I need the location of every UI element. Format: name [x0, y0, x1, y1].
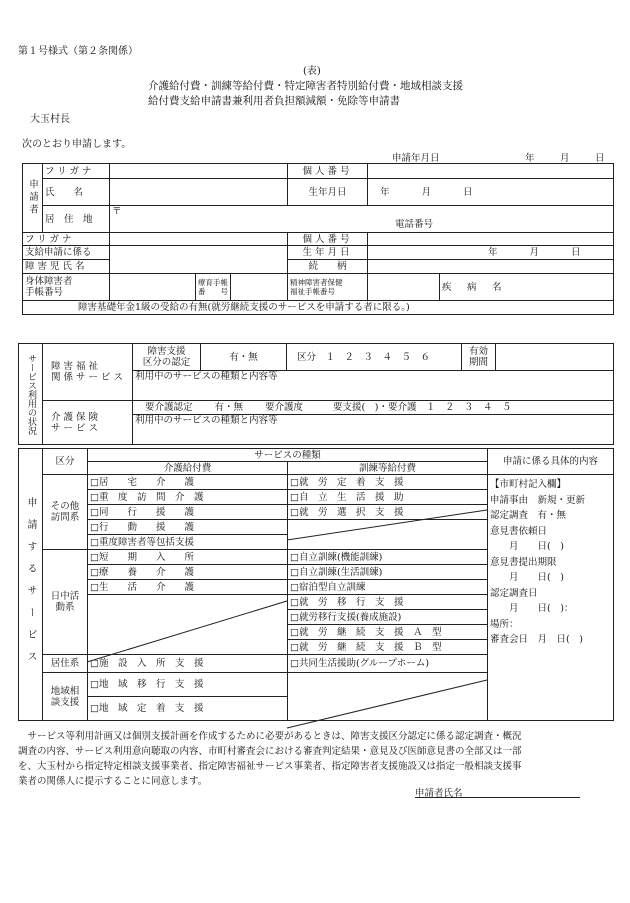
day-care-item[interactable]: □生 活 介 護 — [88, 580, 288, 595]
kubun-header: 区分 — [43, 449, 88, 475]
day-training-item[interactable]: □自立訓練(生活訓練) — [288, 565, 488, 580]
care-in-use[interactable]: 利用中のサービスの種類と内容等 — [133, 415, 614, 445]
day-empty-diagonal — [87, 601, 287, 662]
day-training-item[interactable]: □宿泊型自立訓練 — [288, 580, 488, 595]
community-empty-diagonal — [287, 680, 487, 728]
consent-paragraph — [18, 729, 522, 789]
relation-label: 続 柄 — [288, 260, 368, 274]
service-types-header: サービスの種類 — [88, 449, 488, 462]
office-use-line: 場所： — [490, 618, 519, 630]
child-birth-label: 生年月日 — [288, 246, 368, 260]
child-label-1: 支給申請に係る — [23, 246, 110, 260]
valid-line1: 有効 — [468, 346, 488, 357]
visit-care-item[interactable]: □居 宅 介 護 — [88, 475, 288, 490]
postal-mark: 〒 — [112, 206, 122, 217]
address-label: 居 住 地 — [43, 206, 110, 233]
birth-label: 生年月日 — [288, 179, 368, 206]
consent-line: を、大玉村から指定特定相談支援事業者、指定障害福祉サービス事業者、指定障害者支援施設又は指定一般相談支援事 — [18, 761, 522, 772]
day-training-item[interactable]: □就 労 継 続 支 援 Ｂ 型 — [288, 640, 488, 655]
visit-care-item[interactable]: □行 動 援 護 — [88, 520, 288, 535]
care-cert-label: 要介護認定 — [145, 402, 193, 413]
side-label: (表) — [303, 66, 321, 77]
child-personal-no-label: 個人番号 — [288, 233, 368, 246]
child-birth-year: 年 — [488, 247, 498, 258]
office-use-line: 認定調査 有・無 — [490, 510, 567, 521]
office-use-line: 月 日( ) — [490, 541, 564, 552]
care-line2: サービス — [51, 422, 102, 434]
form-title-line2: 給付費支給申請書兼利用者負担額減額・免除等申請書 — [148, 95, 400, 107]
residence-training-item[interactable]: □共同生活援助(グループホーム) — [288, 655, 488, 673]
ryoiku-line2: 番 号 — [198, 287, 228, 296]
disease-label: 疾 病 名 — [442, 281, 505, 293]
detail-header: 申請に係る具体的内容 — [488, 449, 614, 475]
addressee: 大玉村長 — [30, 114, 70, 125]
visit-care-item[interactable]: □同 行 援 護 — [88, 505, 288, 520]
child-label-2: 障害児氏名 — [23, 260, 110, 274]
date-day: 日 — [595, 153, 605, 164]
office-use-line: 月 日( )： — [490, 603, 574, 614]
office-use-line: 【市町村記入欄】 — [490, 479, 567, 490]
visit-group-label: その他訪問系 — [43, 475, 88, 550]
intro-text: 次のとおり申請します。 — [22, 139, 132, 150]
form-number: 第１号様式（第２条関係） — [18, 46, 138, 57]
care-line1: 介護保険 — [51, 411, 102, 423]
date-year: 年 — [525, 153, 535, 164]
welfare-line1: 障害福祉 — [51, 361, 102, 372]
office-use-line: 申請事由 新規・更新 — [490, 494, 586, 506]
applicant-label: 申請者 — [23, 164, 43, 233]
consent-line: 業者の関係人に提示することに同意します。 — [18, 776, 208, 787]
visit-care-item[interactable]: □重 度 訪 問 介 護 — [88, 490, 288, 505]
form-title-line1: 介護給付費・訓練等給付費・特定障害者特別給付費・地域相談支援 — [148, 80, 463, 92]
visit-training-item[interactable]: □就 労 定 着 支 援 — [288, 475, 488, 490]
physical-handbook-line1: 身体障害者 — [25, 276, 73, 287]
signature-line[interactable] — [415, 797, 580, 798]
residence-label: 居住系 — [43, 655, 88, 673]
care-level-label: 要介護度 — [265, 402, 304, 413]
day-training-item[interactable]: □就労移行支援(養成施設) — [288, 610, 488, 625]
day-training-item[interactable]: □自立訓練(機能訓練) — [288, 550, 488, 565]
phone-label: 電話番号 — [395, 219, 434, 230]
office-use-line: 月 日( ) — [490, 572, 564, 583]
day-care-item[interactable]: □短 期 入 所 — [88, 550, 288, 565]
child-furigana-label: フリガナ — [23, 233, 110, 246]
office-use-line: 審査会日 月 日( ) — [490, 634, 583, 645]
office-use-line: 意見書依頼日 — [490, 525, 548, 537]
cert-yes-no[interactable]: 有・無 — [201, 344, 287, 371]
visit-training-item[interactable]: □自 立 生 活 援 助 — [288, 490, 488, 505]
office-use-line: 認定調査日 — [490, 587, 538, 599]
birth-month: 月 — [421, 186, 432, 198]
visit-training-item[interactable]: □就 労 選 択 支 援 — [288, 505, 488, 520]
day-training-item[interactable]: □就 労 継 続 支 援 Ａ 型 — [288, 625, 488, 640]
signature-label: 申請者氏名 — [415, 788, 463, 799]
cert-line1: 障害支援 — [147, 346, 186, 357]
furigana-label: フリガナ — [43, 164, 110, 179]
child-birth-day: 日 — [571, 247, 581, 258]
cert-line2: 区分の認定 — [142, 357, 191, 368]
personal-no-label: 個人番号 — [288, 164, 368, 179]
visit-empty-diagonal — [287, 510, 487, 540]
day-training-item[interactable]: □就 労 移 行 支 援 — [288, 595, 488, 610]
community-label: 地域相談支援 — [43, 673, 88, 721]
consent-line: サービス等利用計画又は個別支援計画を作成するために必要があるときは、障害支援区分認定に係る認定調査・概況 — [18, 731, 522, 742]
child-birth-month: 月 — [529, 247, 540, 258]
welfare-line2: 関係サービス — [51, 372, 127, 383]
date-month: 月 — [560, 153, 570, 164]
support-level: 要支援( )・要介護 １ ２ ３ ４ ５ — [333, 402, 512, 413]
mental-handbook-line2: 福祉手帳番号 — [290, 287, 335, 296]
day-care-item[interactable]: □療 養 介 護 — [88, 565, 288, 580]
consent-line: 調査の内容、サービス利用意向聴取の内容、市町村審査会における審査判定結果・意見及び医師意見書の全部又は一部 — [18, 746, 522, 757]
class-values: １ ２ ３ ４ ５ ６ — [325, 351, 431, 363]
ryoiku-line1: 療育手帳 — [198, 278, 228, 287]
services-section-label: 申請するサービス — [19, 449, 43, 721]
day-group-label: 日中活動系 — [43, 550, 88, 655]
mental-handbook-line1: 精神障害者保健 — [290, 278, 343, 287]
care-benefit-header: 介護給付費 — [88, 462, 288, 475]
care-yes-no: 有・無 — [214, 402, 244, 413]
community-item[interactable]: □地 域 定 着 支 援 — [88, 697, 288, 721]
welfare-in-use[interactable]: 利用中のサービスの種類と内容等 — [133, 371, 614, 401]
birth-year: 年 — [380, 186, 390, 198]
date-label: 申請年月日 — [392, 153, 440, 164]
office-use-line: 意見書提出期限 — [490, 556, 557, 568]
status-section-label: サービス利用の状況 — [19, 344, 43, 445]
community-item[interactable]: □地 域 移 行 支 援 — [88, 673, 288, 697]
valid-line2: 期間 — [468, 357, 488, 368]
class-label: 区分 — [297, 351, 317, 363]
birth-day: 日 — [463, 186, 473, 198]
residence-care-item[interactable]: □施 設 入 所 支 援 — [88, 655, 288, 673]
name-label: 氏 名 — [43, 179, 110, 206]
visit-care-item[interactable]: □重度障害者等包括支援 — [88, 535, 288, 550]
training-benefit-header: 訓練等給付費 — [288, 462, 488, 475]
pension-row: 障害基礎年金1級の受給の有無(就労継続支援のサービスを申請する者に限る。) — [23, 301, 614, 315]
physical-handbook-line2: 手帳番号 — [25, 287, 64, 298]
